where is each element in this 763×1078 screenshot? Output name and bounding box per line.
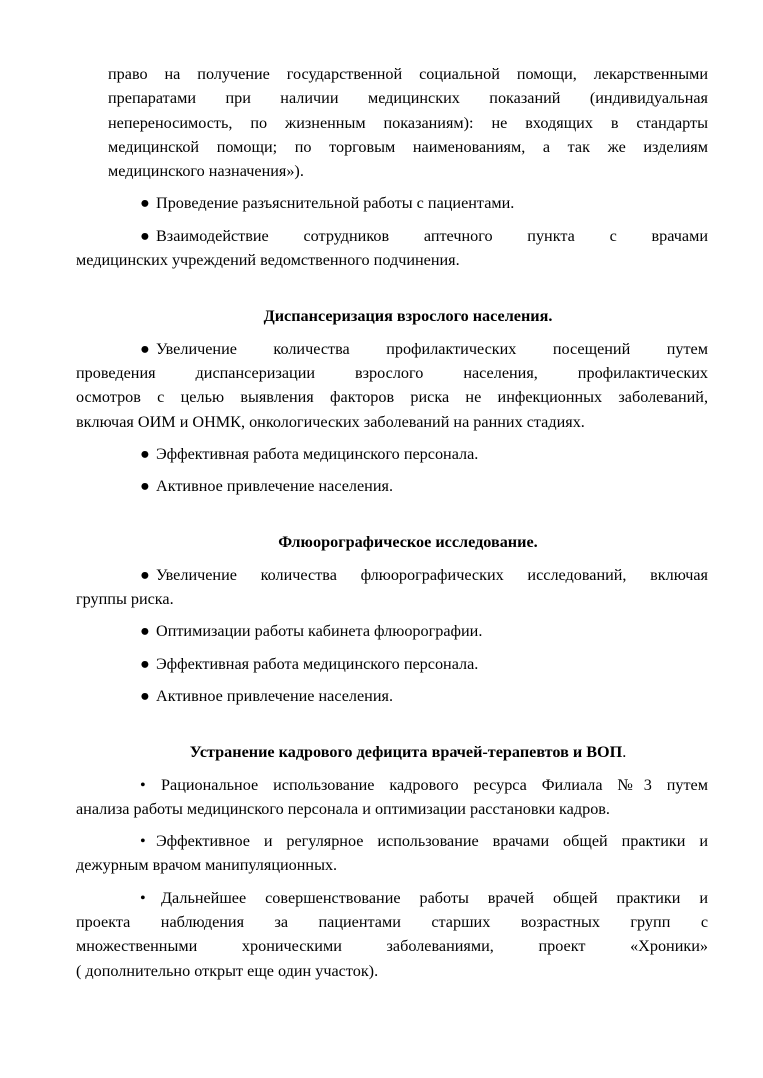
- list-item-text: Активное привлечение населения.: [156, 477, 393, 496]
- list-item: [76, 224, 708, 273]
- text-line: медицинских учреждений ведомственного подчинения.: [76, 251, 460, 270]
- list-item-text: Взаимодействие сотрудников аптечного пункта с врачами: [156, 226, 708, 245]
- list-item: [108, 684, 708, 708]
- list-item: [108, 474, 708, 498]
- bullet-icon: ●: [140, 477, 150, 496]
- bullet-icon: ●: [140, 226, 150, 245]
- section-heading-dot: .: [622, 743, 627, 762]
- text-line: препаратами при наличии медицинских показаний (индивидуальная: [108, 89, 708, 108]
- bullet-icon: •: [140, 775, 146, 794]
- list-item-text: Дальнейшее совершенствование работы врачей общей практики и: [161, 888, 708, 907]
- text-line: включая ОИМ и ОНМК, онкологических заболеваний на ранних стадиях.: [76, 412, 585, 431]
- section-heading-text: Устранение кадрового дефицита врачей-терапевтов и ВОП: [189, 743, 623, 762]
- text-line: проведения диспансеризации взрослого населения, профилактических: [76, 363, 708, 382]
- section-heading: [108, 740, 708, 764]
- list-item: [108, 442, 708, 466]
- list-item-text: Проведение разъяснительной работы с пациентами.: [156, 194, 515, 213]
- text-line: дежурным врачом манипуляционных.: [76, 856, 338, 875]
- text-line: анализа работы медицинского персонала и оптимизации расстановки кадров.: [76, 799, 610, 818]
- list-item-text: Эффективная работа медицинского персонала.: [156, 654, 479, 673]
- text-line: осмотров с целью выявления факторов риска не инфекционных заболеваний,: [76, 388, 708, 407]
- list-item-text: Рациональное использование кадрового ресурса Филиала №3 путем: [161, 775, 708, 794]
- list-item-text: Активное привлечение населения.: [156, 686, 393, 705]
- list-item-text: Эффективная работа медицинского персонала.: [156, 444, 479, 463]
- list-item: [76, 337, 708, 434]
- list-item-text: Эффективное и регулярное использование врачами общей практики и: [156, 832, 708, 851]
- text-line: проекта наблюдения за пациентами старших возрастных групп с: [76, 913, 708, 932]
- list-item-text: Увеличение количества профилактических посещений путем: [156, 339, 708, 358]
- text-line: [108, 829, 708, 853]
- list-item: [108, 652, 708, 676]
- document-body: [76, 62, 708, 991]
- bullet-icon: ●: [140, 339, 150, 358]
- list-item: [108, 191, 708, 215]
- list-item-text: Увеличение количества флюорографических исследований, включая: [156, 565, 708, 584]
- bullet-icon: ●: [140, 622, 150, 641]
- section-heading: Флюорографическое исследование.: [278, 533, 538, 552]
- intro-paragraph: [108, 62, 708, 183]
- bullet-icon: ●: [140, 654, 150, 673]
- text-line: [108, 886, 708, 910]
- bullet-icon: •: [140, 888, 146, 907]
- list-item: [76, 829, 708, 878]
- text-line: медицинской помощи; по торговым наименованиям, а так же изделиям: [108, 137, 708, 156]
- bullet-icon: ●: [140, 444, 150, 463]
- text-line: множественными хроническими заболеваниями, проект «Хроники»: [76, 937, 708, 956]
- text-line: непереносимость, по жизненным показаниям): не входящих в стандарты: [108, 113, 708, 132]
- text-line: [108, 773, 708, 797]
- list-item-text: Оптимизации работы кабинета флюорографии.: [156, 622, 483, 641]
- text-line: ( дополнительно открыт еще один участок).: [76, 961, 379, 980]
- text-line: право на получение государственной социальной помощи, лекарственными: [108, 65, 708, 83]
- list-item: [108, 619, 708, 643]
- list-item: [76, 773, 708, 822]
- text-line: [108, 224, 708, 248]
- text-line: [108, 563, 708, 587]
- bullet-icon: ●: [140, 686, 150, 705]
- bullet-icon: •: [140, 832, 146, 851]
- bullet-icon: ●: [140, 565, 150, 584]
- section-heading: Диспансеризация взрослого населения.: [263, 307, 553, 326]
- list-item: [76, 886, 708, 983]
- list-item: [76, 563, 708, 612]
- bullet-icon: ●: [140, 194, 150, 213]
- text-line: [108, 337, 708, 361]
- text-line: группы риска.: [76, 590, 174, 609]
- text-line: медицинского назначения»).: [108, 162, 304, 181]
